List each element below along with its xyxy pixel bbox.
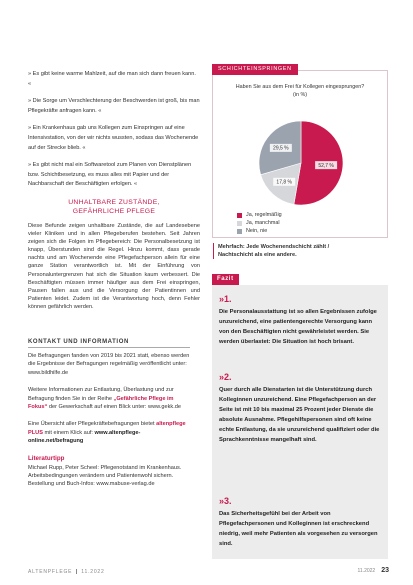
body-paragraph: Diese Befunde zeigen unhaltbare Zustände, die auf Landesebene vieler Kliniken und in allen Pflegeberufen bestehen. Seit Jahren zeigen sich die Folgen im Pflegebereich: Die Personalbesetzung ist knapp, Überstunden sind die Regel. Hinzu kommt, dass gerade nachts und am Wochenende eine Pflegefachperson allein für eine ganze Station verantwortlich ist. Mit der Einführung von Personaluntergrenzen hat sich die Situation kaum verbessert. Die Beschäftigten müssen immer häufiger aus dem Frei einspringen, Pausen fallen aus und die Versorgung der Patientinnen und Patienten leidet. Zudem ist die Verantwortung hoch, denn Fehler können gefährlich werden. [28, 223, 200, 310]
literature-heading: Literaturtipp [28, 454, 65, 462]
contact-highlight: „Gefährliche Pflege im Fokus“ [28, 395, 174, 411]
chart-box [212, 70, 388, 238]
legend-item [237, 227, 282, 235]
fazit-label: Fazit [212, 274, 239, 285]
section-heading-line: GEFÄHRLICHE PFLEGE [72, 207, 156, 215]
fazit-box [212, 285, 388, 559]
pie-data-label-text: 17,8 % [276, 179, 293, 186]
contact-url: www.altenpflege-online.net/befragung [28, 429, 141, 445]
legend-item [237, 211, 282, 219]
legend-label: Nein, nie [246, 228, 268, 234]
chart-note [213, 243, 381, 259]
legend-item [237, 219, 282, 227]
quotes-block [28, 70, 200, 198]
quote: » Die Sorge um Verschlechterung der Beschwerden ist groß, bis man Pflegekräfte anfragen kann. « [28, 98, 200, 114]
contact-text: mit einem Klick auf: [44, 429, 93, 436]
contact-highlight: altenpflege PLUS [28, 421, 186, 436]
pie-data-label-2 [270, 144, 292, 152]
chart-note-line: Nachtschicht als eine andere. [218, 252, 297, 258]
fazit-point [219, 495, 381, 549]
contact-block [28, 339, 190, 489]
contact-text: Die Befragungen fanden von 2019 bis 2021 statt, ebenso werden die Ergebnisse der Befragungen regelmäßig veröffentlicht unter: [28, 353, 190, 368]
pie-data-label-text: 52,7 % [318, 162, 334, 169]
chart-legend [237, 211, 282, 235]
contact-paragraph [28, 420, 190, 445]
footer-right [358, 567, 390, 574]
fazit-text: Das Sicherheitsgefühl bei der Arbeit von Pflegefachpersonen und Kolleginnen ist erschreckend niedrig, weil mehr Patienten als vorgesehen zu versorgen sind. [219, 511, 378, 547]
chart-box-label: SCHICHTEINSPRINGEN [212, 64, 298, 75]
fazit-point [219, 293, 381, 347]
chart-title [219, 83, 381, 99]
footer-left [28, 569, 105, 575]
footer-issue: 11.2022 [357, 568, 376, 574]
section-heading-line: UNHALTBARE ZUSTÄNDE, [68, 199, 160, 206]
fazit-number: »2. [219, 372, 232, 382]
legend-label: Ja, manchmal [246, 220, 280, 226]
pie-chart [213, 101, 389, 211]
legend-swatch [237, 221, 242, 226]
contact-text: Eine Übersicht aller Pflegekräftebefragungen bietet [28, 421, 155, 428]
chart-title-text: Haben Sie aus dem Frei für Kollegen eingesprungen? [235, 84, 365, 90]
contact-text: der Gewerkschaft auf einen Blick unter: [48, 404, 147, 411]
fazit-point [219, 371, 381, 445]
fazit-number: »3. [219, 496, 232, 506]
page-number: 23 [381, 567, 389, 574]
footer-separator [76, 569, 77, 574]
legend-swatch [237, 213, 242, 218]
contact-paragraph [28, 352, 190, 377]
chart-note-line: Mehrfach: Jede Wochenendschicht zählt / [218, 244, 330, 250]
quote: » Es gibt nicht mal ein Softwaretool zum Planen von Dienstplänen bzw. Schichtbesetzung, es muss alles mit Papier und der Nachbarschaft der Beschäftigten erfolgen. « [28, 162, 192, 188]
fazit-number: »1. [219, 294, 232, 304]
fazit-text: Quer durch alle Dienstarten ist die Unterstützung durch Kolleginnen unzureichend. Eine Pflegefachperson an der Seite ist mit 10 bis maximal 25 Prozent jeder Dienste die absolute Ausnahme. Pflegehilfspersonen sind oft keine echte Entlastung, da sie unzureichend qualifiziert oder die Sprachkenntnisse mangelhaft sind. [219, 387, 380, 443]
pie-data-label-0 [315, 161, 337, 169]
pie-data-label-text: 29,5 % [273, 145, 289, 152]
contact-text: Weitere Informationen zur Entlastung, Überlastung und zur Befragung finden Sie in der Reihe [28, 387, 174, 402]
legend-label: Ja, regelmäßig [246, 212, 282, 218]
footer-magazine: ALTENPFLEGE [28, 569, 73, 575]
contact-url: www.gekk.de [148, 404, 182, 411]
literature-text: Michael Rupp, Peter Scheel: Pflegenotstand im Krankenhaus. Arbeitsbedingungen verändern und Patientenwohl sichern. Bestellung und Buch-Infos: www.mabuse-verlag.de [28, 464, 182, 488]
fazit-text: Die Personalausstattung ist so allen Ergebnissen zufolge unzureichend, eine patientengerechte Versorgung kann von den Beschäftigten nicht gewährleistet werden. Sie werden überlastet: Die Situation ist hoch brisant. [219, 309, 377, 345]
chart-subtitle: (in %) [292, 92, 308, 98]
footer-issue: 11.2022 [81, 569, 105, 575]
quote: » Ein Krankenhaus gab uns Kollegen zum Einspringen auf eine Intensivstation, von der wir nichts wussten, sodass das Wochenende auf der Strecke blieb. « [28, 125, 199, 151]
contact-heading: KONTAKT UND INFORMATION [28, 339, 190, 348]
quote: » Es gibt keine warme Mahlzeit, auf die man sich dann freuen kann. « [28, 71, 196, 87]
legend-swatch [237, 229, 242, 234]
contact-paragraph [28, 386, 190, 411]
pie-data-label-1 [273, 178, 295, 186]
contact-url: www.bildhilfe.de [28, 369, 69, 376]
section-heading [28, 199, 200, 216]
